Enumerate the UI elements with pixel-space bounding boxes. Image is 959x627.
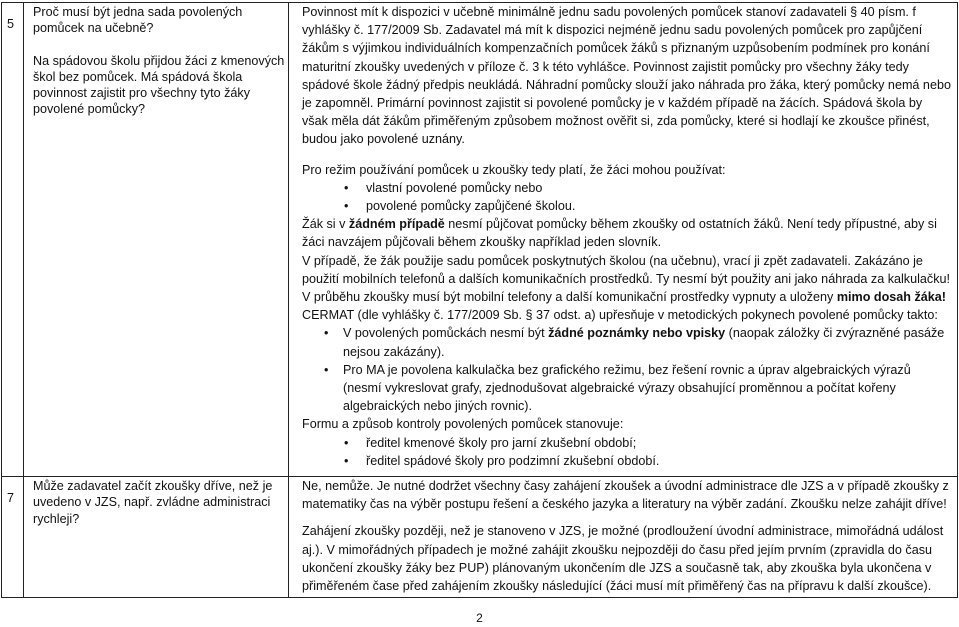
- question-text: Proč musí být jedna sada povolených pomůcek na učebně?: [33, 5, 243, 36]
- text-span: nesmí půjčovat pomůcky během zkoušky od ostatních žáků. Není tedy přípustné, aby si žáci navzájem půjčovali během zkoušky například jeden slovník.: [302, 217, 937, 250]
- list-item: [302, 324, 951, 360]
- row-number: 5: [7, 16, 15, 31]
- list-item: • vlastní povolené pomůcky nebo: [302, 179, 951, 197]
- answer-paragraph: Formu a způsob kontroly povolených pomůcek stanovuje:: [302, 417, 624, 432]
- table-row: [2, 477, 958, 598]
- list-item: • ředitel kmenové školy pro jarní zkušební období;: [302, 434, 951, 452]
- emphasis-text: žádném případě: [348, 217, 445, 232]
- row-number-cell: [2, 3, 24, 477]
- bullet-list: [302, 179, 951, 215]
- emphasis-text: žádné poznámky nebo vpisky: [548, 326, 726, 341]
- list-item: • ředitel spádové školy pro podzimní zkušební období.: [302, 452, 951, 470]
- question-text: Na spádovou školu přijdou žáci z kmenových škol bez pomůcek. Má spádová škola povinnost zajistit pro všechny tyto žáky povolené pomůcky?: [33, 53, 285, 117]
- faq-table: [1, 2, 958, 598]
- emphasis-text: mimo dosah žáka!: [836, 290, 946, 305]
- text-span: (naopak záložky či zvýrazněné pasáže nejsou zakázány).: [343, 326, 945, 359]
- answer-paragraph: Ne, nemůže. Je nutné dodržet všechny časy zahájení zkoušek a úvodní administrace dle JZS a v případě zkoušky z matematiky čas na výběr postupu řešení a českého jazyka a literatury na výběr zadání. Zkoušku nelze zahájit dříve!: [302, 479, 949, 512]
- answer-paragraph: CERMAT (dle vyhlášky č. 177/2009 Sb. § 37 odst. a) upřesňuje v metodických pokynech povolené pomůcky takto:: [302, 308, 938, 323]
- text-span: Žák si v: [302, 217, 349, 232]
- question-text: Může zadavatel začít zkoušky dříve, než je uvedeno v JZS, např. zvládne administraci rychleji?: [33, 479, 273, 526]
- list-item: • povolené pomůcky zapůjčené školou.: [302, 197, 951, 215]
- answer-paragraph: [302, 215, 951, 251]
- text-span: V případě, že žák použije sadu pomůcek poskytnutých školou (na učebnu), vrací ji zpět zadavateli. Zakázáno je použití mobilních telefonů a dalších komunikačních prostředků. Ty nesmí být použity ani jako náhrada za kalkulačku! V průběhu zkoušky musí být mobilní telefony a další komunikační prostředky vypnuty a uloženy: [302, 253, 950, 305]
- text-span: V povolených pomůckách nesmí být: [343, 326, 549, 341]
- table-row: [2, 3, 958, 477]
- answer-paragraph: Pro režim používání pomůcek u zkoušky tedy platí, že žáci mohou používat:: [302, 162, 726, 177]
- answer-cell: [289, 3, 958, 477]
- row-number: 7: [7, 490, 15, 505]
- list-item: • Pro MA je povolena kalkulačka bez grafického režimu, bez řešení rovnic a úprav algebraických výrazů (nesmí vykreslovat grafy, zjednodušovat algebraické výrazy obsahující proměnnou a počítat kořeny algebraických nebo jiných rovnic).: [302, 361, 951, 416]
- question-cell: [24, 477, 289, 598]
- answer-paragraph: Povinnost mít k dispozici v učebně minimálně jednu sadu povolených pomůcek stanoví zadavateli § 40 písm. f vyhlášky č. 177/2009 Sb. Zadavatel má mít k dispozici nejméně jednu sadu povolených pomůcek pro zapůjčení žákům s výjimkou individuálních kompenzačních pomůcek žáků s přiznaným uzpůsobením podmínek pro konání maturitní zkoušky uvedených v příloze č. 3 k této vyhlášce. Povinnost zajistit pomůcky pro všechny žáky tedy spádové škole žádný předpis neukládá. Náhradní pomůcky slouží jako náhrada pro žáka, který pomůcky nemá nebo je zapomněl. Primární povinnost zajistit si povolené pomůcky je v každém případě na žácích. Spádová škola by však měla dát žákům přiměřeným způsobem možnost ověřit si, zda pomůcky, které si hodlají ke zkoušce přinést, budou jako povolené uznány.: [302, 5, 951, 147]
- answer-paragraph: Zahájení zkoušky později, než je stanoveno v JZS, je možné (prodloužení úvodní administrace, mimořádná událost aj.). V mimořádných případech je možné zahájit zkoušku nejpozději do času před jejím prvním (zpravidla do času ukončení zkoušky žáky bez PUP) plánovaným ukončením dle JZS a současně tak, aby zkouška byla ukončena v přiměřeném čase před zahájením zkoušky následující (žáci musí mít přiměřený čas na přípravu k další zkoušce).: [302, 524, 944, 594]
- bullet-list: [302, 324, 951, 415]
- answer-cell: [289, 477, 958, 598]
- answer-paragraph: [302, 252, 951, 307]
- question-cell: [24, 3, 289, 477]
- bullet-list: [302, 434, 951, 470]
- row-number-cell: [2, 477, 24, 598]
- page-number: 2: [476, 611, 483, 625]
